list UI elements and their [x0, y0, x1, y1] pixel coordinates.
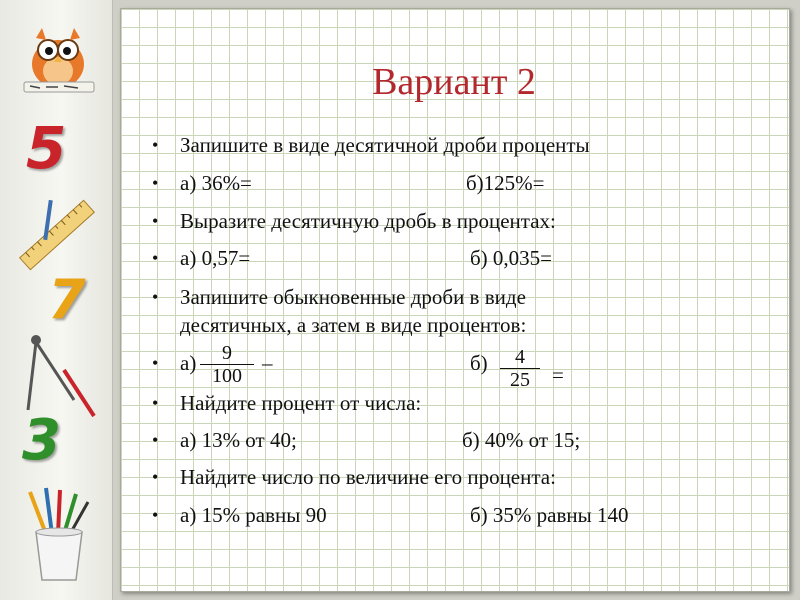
digit-three: 3 [22, 408, 61, 473]
fraction-b-numerator: 4 [515, 346, 525, 368]
task-line-b: б) 35% равны 140 [470, 503, 629, 527]
task-line: Выразите десятичную дробь в процентах: [180, 209, 556, 233]
bullet: • [152, 393, 159, 413]
fraction-a [200, 342, 254, 387]
bullet: • [152, 353, 159, 373]
fraction-b-tail: = [552, 363, 564, 387]
task-line-b: б) 40% от 15; [462, 428, 581, 452]
fraction-b-denominator: 25 [500, 368, 540, 391]
bullet: • [152, 211, 159, 231]
fraction-a-tail: – [262, 351, 273, 375]
task-line: а) [180, 351, 197, 375]
bullet: • [152, 287, 159, 307]
fraction-a-denominator: 100 [200, 364, 254, 387]
task-line-b: б) 0,035= [470, 246, 553, 270]
fraction-a-numerator: 9 [222, 342, 232, 364]
bullet: • [152, 248, 159, 268]
task-line: а) 13% от 40; [180, 428, 297, 452]
task-line: а) 0,57= [180, 246, 251, 270]
task-line: Запишите в виде десятичной дроби проценты [180, 133, 590, 157]
fraction-b [500, 346, 540, 391]
digit-seven: 7 [48, 268, 86, 331]
slide-title: Вариант 2 [372, 61, 536, 103]
bullet: • [152, 430, 159, 450]
task-line-b: б)125%= [466, 171, 545, 195]
bullet: • [152, 505, 159, 525]
task-line-b: б) [470, 351, 488, 375]
task-line-continued: десятичных, а затем в виде процентов: [180, 313, 527, 337]
bullet: • [152, 173, 159, 193]
task-line: а) 15% равны 90 [180, 503, 327, 527]
task-line: а) 36%= [180, 171, 252, 195]
task-line: Найдите процент от числа: [180, 391, 422, 415]
bullet: • [152, 135, 159, 155]
bullet: • [152, 467, 159, 487]
task-line: Найдите число по величине его процента: [180, 465, 556, 489]
task-line: Запишите обыкновенные дроби в виде [180, 285, 526, 309]
digit-five: 5 [26, 114, 67, 182]
